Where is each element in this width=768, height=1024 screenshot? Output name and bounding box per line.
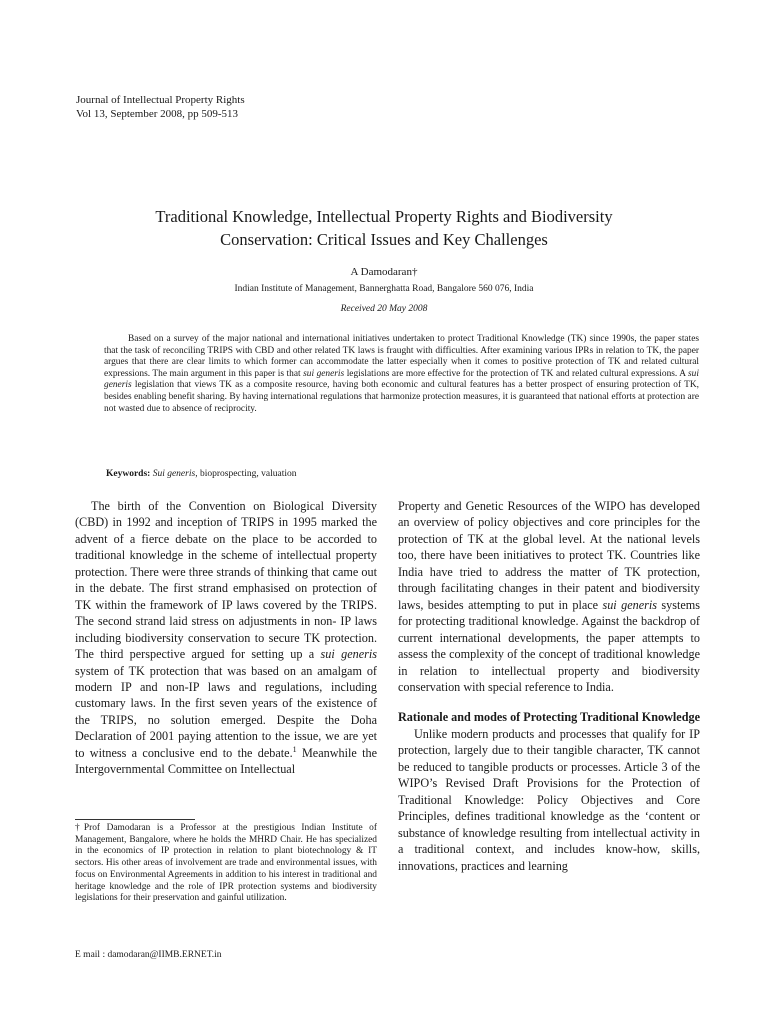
body-column-left [75, 498, 377, 778]
body-paragraph [75, 498, 377, 778]
paper-title [60, 205, 708, 251]
journal-header [76, 93, 245, 121]
journal-name: Journal of Intellectual Property Rights [76, 94, 245, 106]
body-paragraph [398, 498, 700, 695]
body-text: Meanwhile the Intergovernmental Committee on Intellectual [75, 745, 377, 777]
section-heading: Rationale and modes of Protecting Traditional Knowledge [398, 710, 700, 725]
body-text: systems for protecting traditional knowledge. Against the backdrop of current international developments, the paper attempts to assess the complexity of the concept of traditional knowledge in relation to intellectual property and biodiversity conservation with special reference to India. [398, 597, 700, 694]
abstract-text-1: Based on a survey of the major national and international initiatives undertaken to protect Traditional Knowledge (TK) since 1990s, the paper states that the task of reconciling TRIPS with CBD and other related TK laws is fraught with difficulties. After examining various IPRs in relation to TK, the paper argues that there are clear limits to which former can accommodate the latter especially when it comes to positive protection of TK and related cultural expressions. The main argument in this paper is that [104, 334, 699, 379]
footnote-rule [75, 819, 195, 820]
author-email: E mail : damodaran@IIMB.ERNET.in [75, 950, 222, 960]
author-footnote: †Prof Damodaran is a Professor at the prestigious Indian Institute of Management, Bangalore, where he holds the MHRD Chair. He has specialized in the economics of IP protection in relation to plant biotechnology & IT sectors. His other areas of involvement are trade and environmental issues, with focus on Environmental Agreements in addition to his interest in traditional and heritage knowledge and the role of IPR protection systems and biodiversity legislations for their preservation and gainful utilization. [75, 823, 377, 904]
journal-issue: Vol 13, September 2008, pp 509-513 [76, 108, 239, 120]
title-line-2: Conservation: Critical Issues and Key Challenges [220, 230, 548, 249]
body-column-right [398, 498, 700, 874]
body-text: The birth of the Convention on Biological Diversity (CBD) in 1992 and inception of TRIPS in 1995 marked the advent of a fierce debate on the place to be accorded to traditional knowledge in the scheme of intellectual property protection. There were three strands of thinking that came out in the debate. The first strand emphasised on protection of TK within the framework of IP laws covered by the TRIPS. The second strand laid stress on adjustments in non- IP laws including biodiversity conservation to secure TK protection. The third perspective argued for setting up a [75, 499, 377, 662]
keywords-label: Keywords: [106, 469, 151, 479]
abstract-em-2: sui generis [104, 368, 699, 391]
abstract-em-1: sui generis [303, 368, 345, 379]
title-line-1: Traditional Knowledge, Intellectual Property Rights and Biodiversity [155, 207, 613, 226]
received-date: Received 20 May 2008 [340, 304, 428, 314]
body-text: system of TK protection that was based on an amalgam of modern IP and non-IP laws and regulations, including customary laws. In the first seven years of the existence of the TRIPS, no solution emerged. Despite the Doha Declaration of 2001 paying attention to the issue, we are yet to witness a conclusive end to the debate. [75, 663, 377, 760]
keyword-sui-generis: Sui generis [152, 469, 196, 479]
footnote-ref: 1 [292, 744, 297, 754]
abstract [104, 334, 699, 415]
body-paragraph: Unlike modern products and processes that qualify for IP protection, largely due to their tangible character, TK cannot be reduced to tangible products or processes. Article 3 of the WIPO’s Revised Draft Provisions for the Protection of Traditional Knowledge: Policy Objectives and Core Principles, defines traditional knowledge as the ‘content or substance of knowledge resulting from intellectual activity in a traditional context, and includes know-how, skills, innovations, practices and learning [398, 726, 700, 873]
keywords [106, 469, 297, 479]
author-name: A Damodaran† [350, 266, 418, 278]
abstract-text-2: legislations are more effective for the protection of TK and related cultural expressions. A [344, 368, 689, 379]
keywords-rest: , bioprospecting, valuation [195, 469, 297, 479]
body-text: Property and Genetic Resources of the WIPO has developed an overview of policy objectives and core principles for the protection of TK at the global level. At the national levels too, there have been initiatives to protect TK. Countries like India have tried to address the matter of TK protection, through facilitating changes in their patent and biodiversity laws, besides attempting to put in place [398, 499, 700, 612]
body-emphasis: sui generis [320, 647, 378, 662]
author-affiliation: Indian Institute of Management, Bannerghatta Road, Bangalore 560 076, India [234, 284, 534, 294]
body-emphasis: sui generis [602, 597, 657, 612]
abstract-text-3: legislation that views TK as a composite resource, having both economic and cultural features has a better prospect of ensuring protection of TK, besides enabling benefit sharing. By having international regulations that harmonize protection measures, it is guaranteed that national efforts at protection are not wasted due to absence of reciprocity. [104, 380, 699, 414]
